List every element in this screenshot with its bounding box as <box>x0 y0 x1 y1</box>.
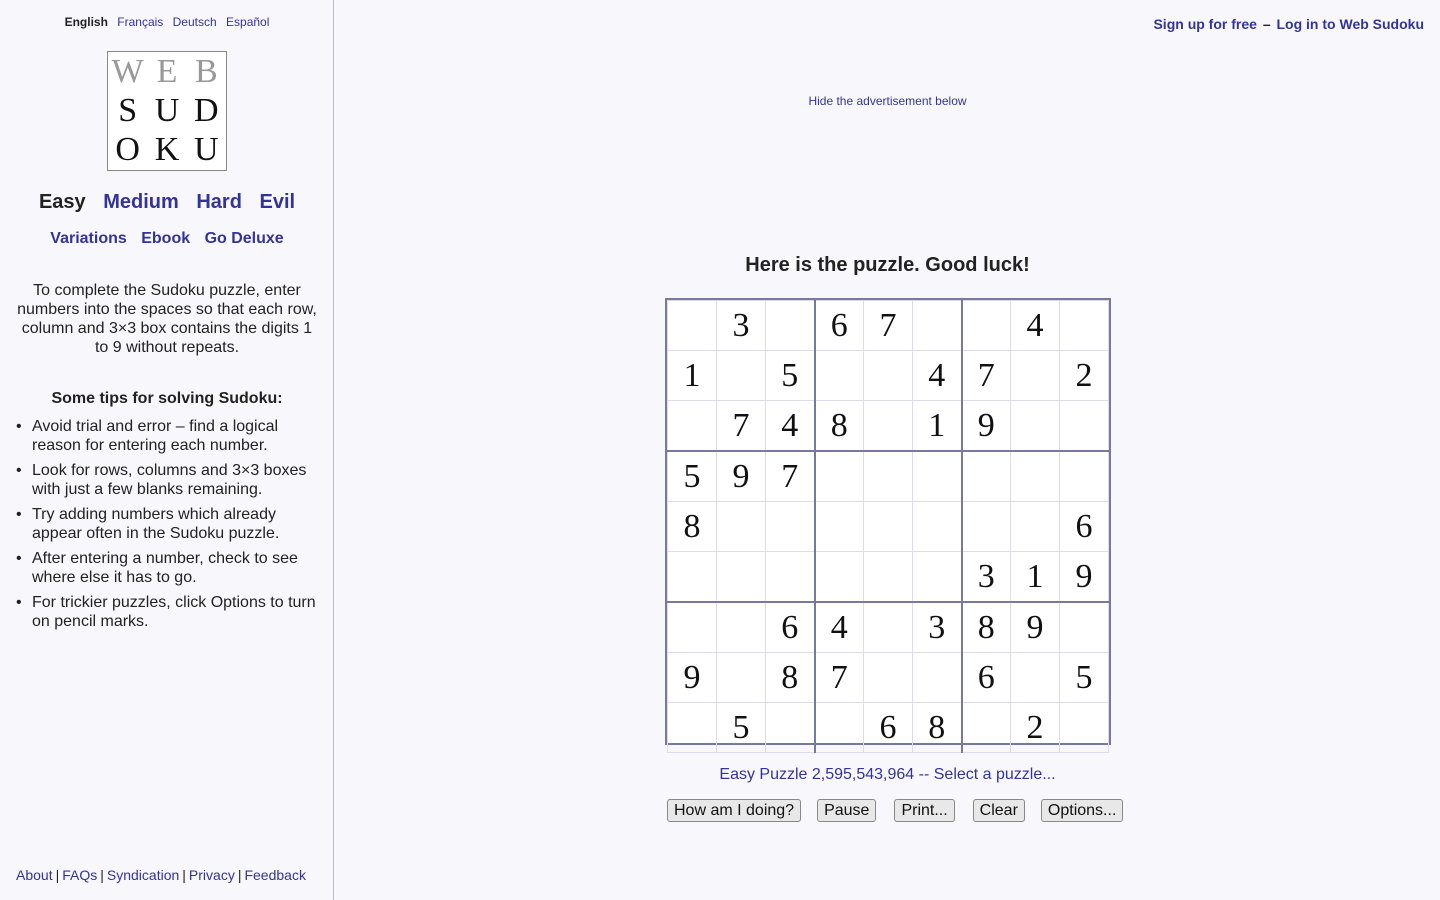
cell-input[interactable] <box>668 401 716 450</box>
given-cell: 4 <box>913 351 962 401</box>
empty-cell[interactable] <box>1060 301 1109 351</box>
given-cell: 7 <box>766 451 815 502</box>
given-cell: 7 <box>815 653 864 703</box>
given-cell: 1 <box>913 401 962 452</box>
given-cell: 3 <box>913 602 962 653</box>
empty-cell[interactable] <box>864 502 913 552</box>
grid-row <box>668 401 1109 452</box>
given-cell: 1 <box>1011 552 1060 603</box>
cell-input[interactable] <box>963 703 1011 752</box>
select-puzzle-link[interactable]: Easy Puzzle 2,595,543,964 -- Select a puzzle... <box>719 766 1056 783</box>
cell-input[interactable] <box>1060 603 1108 652</box>
options-button[interactable]: Options... <box>1041 799 1123 822</box>
cell-input[interactable] <box>668 603 716 652</box>
empty-cell[interactable] <box>913 653 962 703</box>
tip-item: • Avoid trial and error – find a logical reason for entering each number. <box>16 417 316 455</box>
level-hard[interactable]: Hard <box>196 191 242 213</box>
empty-cell[interactable] <box>1011 351 1060 401</box>
empty-cell[interactable] <box>864 401 913 452</box>
cell-input[interactable] <box>717 552 765 601</box>
web-sudoku-logo[interactable] <box>107 51 227 171</box>
faqs-link[interactable]: FAQs <box>62 867 98 883</box>
empty-cell[interactable] <box>815 703 864 753</box>
empty-cell[interactable] <box>1011 502 1060 552</box>
given-cell: 4 <box>1011 301 1060 351</box>
cell-input[interactable] <box>766 502 814 551</box>
cell-input[interactable] <box>963 502 1011 551</box>
given-cell: 5 <box>1060 653 1109 703</box>
tip-item: • Look for rows, columns and 3×3 boxes with just a few blanks remaining. <box>16 461 316 499</box>
cell-input[interactable] <box>864 502 912 551</box>
difficulty-levels <box>0 191 334 214</box>
given-cell: 6 <box>815 301 864 351</box>
cell-input[interactable] <box>913 502 961 551</box>
empty-cell[interactable] <box>962 502 1011 552</box>
given-cell: 7 <box>717 401 766 452</box>
cell-input[interactable] <box>1011 653 1059 702</box>
cell-input[interactable] <box>864 401 912 450</box>
empty-cell[interactable] <box>1060 401 1109 452</box>
language-english: English <box>64 15 108 29</box>
empty-cell[interactable] <box>864 602 913 653</box>
cell-input[interactable] <box>864 552 912 601</box>
cell-input[interactable] <box>816 351 864 400</box>
empty-cell[interactable] <box>1011 451 1060 502</box>
logo-letter: E <box>156 52 178 90</box>
pause-button[interactable]: Pause <box>817 799 876 822</box>
empty-cell[interactable] <box>815 351 864 401</box>
empty-cell[interactable] <box>766 301 815 351</box>
cell-input[interactable] <box>766 301 814 350</box>
empty-cell[interactable] <box>668 301 717 351</box>
cell-input[interactable] <box>1011 502 1059 551</box>
level-medium[interactable]: Medium <box>103 191 179 213</box>
given-cell: 4 <box>766 401 815 452</box>
empty-cell[interactable] <box>717 552 766 603</box>
empty-cell[interactable] <box>766 502 815 552</box>
given-cell: 5 <box>668 451 717 502</box>
given-cell: 8 <box>913 703 962 753</box>
grid-row <box>668 502 1109 552</box>
logo-letter: W <box>111 52 144 90</box>
grid-row <box>668 552 1109 603</box>
about-link[interactable]: About <box>16 867 53 883</box>
cell-input[interactable] <box>766 552 814 601</box>
cell-input[interactable] <box>816 703 864 752</box>
account-links <box>1153 16 1424 32</box>
print-button[interactable]: Print... <box>894 799 954 822</box>
given-cell: 5 <box>717 703 766 753</box>
empty-cell[interactable] <box>962 703 1011 753</box>
empty-cell[interactable] <box>864 653 913 703</box>
logo-letter: D <box>194 91 219 129</box>
clear-button[interactable]: Clear <box>973 799 1025 822</box>
cell-input[interactable] <box>1011 351 1059 400</box>
grid-row <box>668 451 1109 502</box>
sudoku-board <box>665 298 1111 745</box>
empty-cell[interactable] <box>864 552 913 603</box>
empty-cell[interactable] <box>1011 653 1060 703</box>
empty-cell[interactable] <box>962 301 1011 351</box>
given-cell: 7 <box>864 301 913 351</box>
empty-cell[interactable] <box>1060 451 1109 502</box>
cell-input[interactable] <box>717 502 765 551</box>
logo-letter: K <box>154 131 180 169</box>
empty-cell[interactable] <box>913 451 962 502</box>
empty-cell[interactable] <box>717 602 766 653</box>
language-french[interactable]: Français <box>117 15 164 29</box>
empty-cell[interactable] <box>717 502 766 552</box>
empty-cell[interactable] <box>766 552 815 603</box>
cell-input[interactable] <box>717 653 765 702</box>
cell-input[interactable] <box>816 552 864 601</box>
level-evil[interactable]: Evil <box>259 191 296 213</box>
language-german[interactable]: Deutsch <box>172 15 217 29</box>
level-easy: Easy <box>38 191 86 213</box>
given-cell: 4 <box>815 602 864 653</box>
cell-input[interactable] <box>1060 452 1108 501</box>
empty-cell[interactable] <box>717 351 766 401</box>
cell-input[interactable] <box>766 703 814 752</box>
empty-cell[interactable] <box>668 703 717 753</box>
cell-input[interactable] <box>963 301 1011 350</box>
cell-input[interactable] <box>717 351 765 400</box>
account-separator: – <box>1262 16 1271 32</box>
puzzle-heading: Here is the puzzle. Good luck! <box>745 254 1030 276</box>
given-cell: 8 <box>766 653 815 703</box>
logo-letter: B <box>194 52 218 90</box>
cell-input[interactable] <box>1060 401 1108 450</box>
empty-cell[interactable] <box>717 653 766 703</box>
empty-cell[interactable] <box>815 451 864 502</box>
cell-input[interactable] <box>816 452 864 501</box>
empty-cell[interactable] <box>815 502 864 552</box>
cell-input[interactable] <box>816 502 864 551</box>
tip-item: • After entering a number, check to see where else it has to go. <box>16 549 316 587</box>
logo-letter: U <box>154 91 180 129</box>
tip-item: • For trickier puzzles, click Options to turn on pencil marks. <box>16 593 316 631</box>
cell-input[interactable] <box>668 552 716 601</box>
given-cell: 8 <box>815 401 864 452</box>
sidebar <box>0 0 334 900</box>
grid-row <box>668 602 1109 653</box>
given-cell: 6 <box>864 703 913 753</box>
language-spanish[interactable]: Español <box>226 15 270 29</box>
empty-cell[interactable] <box>864 351 913 401</box>
cell-input[interactable] <box>1060 703 1108 752</box>
given-cell: 3 <box>962 552 1011 603</box>
how-am-i-doing-button[interactable]: How am I doing? <box>667 799 801 822</box>
footer-links: About | FAQs | Syndication | Privacy | Feedback <box>16 867 306 883</box>
language-selector <box>0 15 334 29</box>
empty-cell[interactable] <box>913 301 962 351</box>
grid-row <box>668 351 1109 401</box>
empty-cell[interactable] <box>913 502 962 552</box>
extra-links <box>0 230 334 248</box>
given-cell: 2 <box>1011 703 1060 753</box>
cell-input[interactable] <box>717 603 765 652</box>
logo-letter: S <box>118 91 138 129</box>
cell-input[interactable] <box>913 653 961 702</box>
cell-input[interactable] <box>668 703 716 752</box>
hide-ad-container <box>335 94 1440 108</box>
login-link[interactable]: Log in to Web Sudoku <box>1276 16 1424 32</box>
given-cell: 6 <box>1060 502 1109 552</box>
sudoku-grid <box>667 300 1109 753</box>
given-cell: 7 <box>962 351 1011 401</box>
given-cell: 6 <box>962 653 1011 703</box>
empty-cell[interactable] <box>766 703 815 753</box>
puzzle-info <box>335 766 1440 784</box>
cell-input[interactable] <box>1011 401 1059 450</box>
empty-cell[interactable] <box>962 451 1011 502</box>
empty-cell[interactable] <box>1060 602 1109 653</box>
given-cell: 9 <box>1060 552 1109 603</box>
feedback-link[interactable]: Feedback <box>244 867 306 883</box>
variations-link[interactable]: Variations <box>50 230 127 247</box>
privacy-link[interactable]: Privacy <box>188 867 235 883</box>
given-cell: 2 <box>1060 351 1109 401</box>
empty-cell[interactable] <box>864 451 913 502</box>
given-cell: 9 <box>1011 602 1060 653</box>
given-cell: 9 <box>717 451 766 502</box>
cell-input[interactable] <box>1011 452 1059 501</box>
action-buttons <box>667 799 1123 822</box>
go-deluxe-link[interactable]: Go Deluxe <box>204 230 284 247</box>
given-cell: 9 <box>668 653 717 703</box>
cell-input[interactable] <box>864 653 912 702</box>
hide-ad-link[interactable]: Hide the advertisement below <box>808 94 967 108</box>
empty-cell[interactable] <box>668 602 717 653</box>
instructions-text: To complete the Sudoku puzzle, enter numbers into the spaces so that each row, column and 3×3 box contains the digits 1 to 9 without repeats. <box>17 282 317 356</box>
signup-link[interactable]: Sign up for free <box>1153 16 1257 32</box>
grid-row <box>668 653 1109 703</box>
given-cell: 6 <box>766 602 815 653</box>
cell-input[interactable] <box>963 452 1011 501</box>
cell-input[interactable] <box>913 301 961 350</box>
logo-letter: O <box>115 131 140 169</box>
cell-input[interactable] <box>864 351 912 400</box>
cell-input[interactable] <box>1060 301 1108 350</box>
cell-input[interactable] <box>913 452 961 501</box>
cell-input[interactable] <box>864 603 912 652</box>
empty-cell[interactable] <box>668 401 717 452</box>
empty-cell[interactable] <box>815 552 864 603</box>
syndication-link[interactable]: Syndication <box>106 867 180 883</box>
given-cell: 9 <box>962 401 1011 452</box>
given-cell: 5 <box>766 351 815 401</box>
logo-letter: U <box>194 131 219 169</box>
grid-row <box>668 301 1109 351</box>
given-cell: 3 <box>717 301 766 351</box>
empty-cell[interactable] <box>913 552 962 603</box>
cell-input[interactable] <box>668 301 716 350</box>
empty-cell[interactable] <box>668 552 717 603</box>
empty-cell[interactable] <box>1011 401 1060 452</box>
cell-input[interactable] <box>864 452 912 501</box>
given-cell: 8 <box>668 502 717 552</box>
tips-list <box>16 417 316 637</box>
cell-input[interactable] <box>913 552 961 601</box>
given-cell: 8 <box>962 602 1011 653</box>
tips-title: Some tips for solving Sudoku: <box>51 390 283 407</box>
grid-row <box>668 703 1109 753</box>
empty-cell[interactable] <box>1060 703 1109 753</box>
given-cell: 1 <box>668 351 717 401</box>
ebook-link[interactable]: Ebook <box>141 230 191 247</box>
tip-item: • Try adding numbers which already appear often in the Sudoku puzzle. <box>16 505 316 543</box>
